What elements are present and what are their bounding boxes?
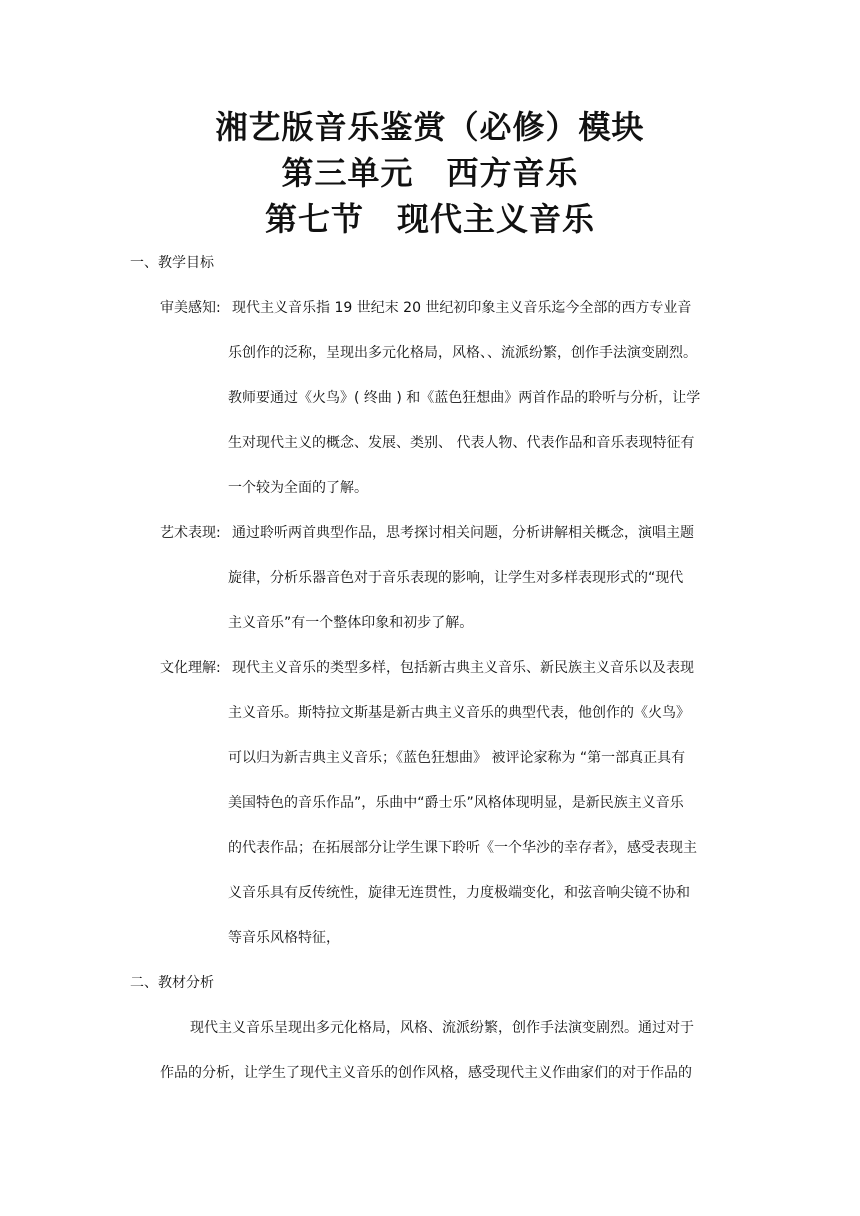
text-line: 美国特色的音乐作品”，乐曲中“爵士乐”风格体现明显，是新民族主义音乐 <box>228 795 684 811</box>
text-line: 可以归为新吉典主义音乐；《蓝色狂想曲》 被评论家称为 “第一部真正具有 <box>228 750 686 766</box>
text-line: 作品的分析，让学生了现代主义音乐的创作风格，感受现代主义作曲家们的对于作品的 <box>160 1065 692 1081</box>
text-line: 现代主义音乐指 19 世纪末 20 世纪初印象主义音乐迄今全部的西方专业音 <box>232 300 692 316</box>
text-line: 现代主义音乐的类型多样，包括新古典主义音乐、新民族主义音乐以及表现 <box>232 660 694 676</box>
text-line: 乐创作的泛称，呈现出多元化格局，风格、、流派纷繁，创作手法演变剧烈。 <box>228 345 697 361</box>
item-label-cultural-understanding: 文化理解: <box>160 660 221 676</box>
text-line: 旋律，分析乐器音色对于音乐表现的影响，让学生对多样表现形式的“现代 <box>228 570 684 586</box>
document-title <box>0 104 860 242</box>
item-label-artistic-expression: 艺术表现: <box>160 525 221 541</box>
section-heading-teaching-goals: 一、教学目标 <box>130 255 214 271</box>
title-line-3: 第七节 现代主义音乐 <box>264 200 595 238</box>
text-line: 义音乐具有反传统性，旋律无连贯性，力度极端变化，和弦音响尖镜不协和 <box>228 885 690 901</box>
text-line: 等音乐风格特征， <box>228 930 340 946</box>
text-line: 主义音乐。斯特拉文斯基是新古典主义音乐的典型代表，他创作的《火鸟》 <box>228 705 690 721</box>
text-line: 的代表作品；在拓展部分让学生课下聆听《一个华沙的幸存者》，感受表现主 <box>228 840 697 856</box>
item-label-aesthetic-perception: 审美感知: <box>160 300 221 316</box>
text-line: 教师要通过《火鸟》( 终曲 ) 和《蓝色狂想曲》两首作品的聆听与分析，让学 <box>228 390 701 406</box>
text-line: 生对现代主义的概念、发展、类别、 代表人物、代表作品和音乐表现特征有 <box>228 435 695 451</box>
text-line: 主义音乐”有一个整体印象和初步了解。 <box>228 615 474 631</box>
section-heading-textbook-analysis: 二、教材分析 <box>130 975 214 991</box>
title-line-2: 第三单元 西方音乐 <box>281 154 579 192</box>
text-line: 通过聆听两首典型作品，思考探讨相关问题，分析讲解相关概念，演唱主题 <box>232 525 694 541</box>
text-line: 一个较为全面的了解。 <box>228 480 368 496</box>
text-line: 现代主义音乐呈现出多元化格局，风格、流派纷繁，创作手法演变剧烈。通过对于 <box>190 1020 694 1036</box>
title-line-1: 湘艺版音乐鉴赏（必修）模块 <box>215 108 645 146</box>
